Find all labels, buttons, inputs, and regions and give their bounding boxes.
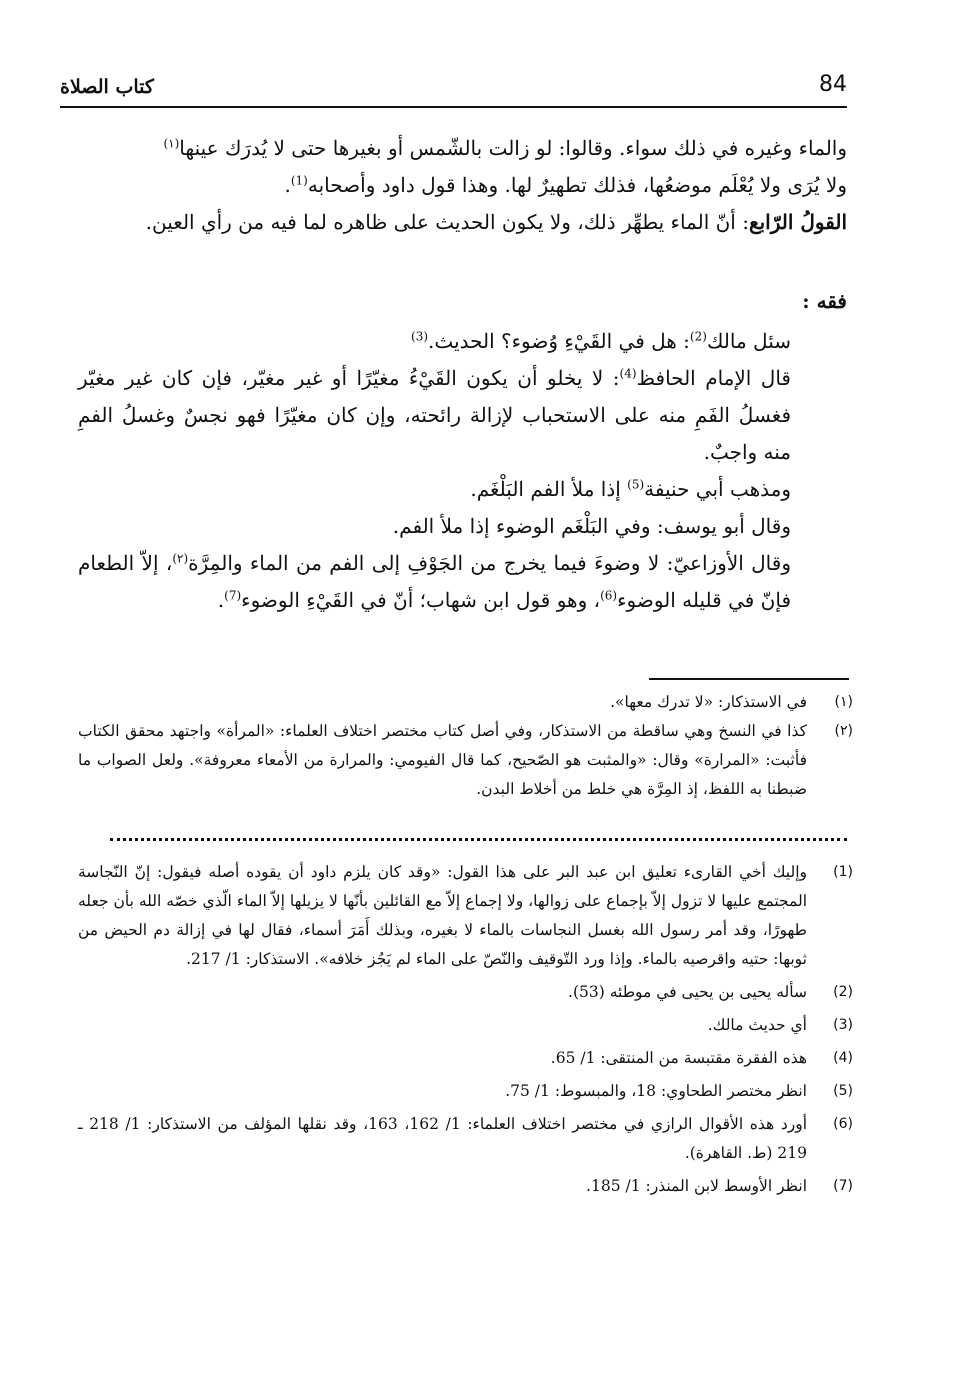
footnote-ref: (4) [619, 366, 637, 381]
opinion-heading: القولُ الرّابع [748, 210, 847, 234]
footnotes-editor [78, 688, 853, 804]
footnote-text: سأله يحيى بن يحيى في موطئه (53). [568, 983, 807, 1001]
footnote-number: (٢) [834, 723, 853, 739]
footnote [78, 1044, 853, 1073]
footnote-ref: (2) [689, 329, 707, 344]
footnote-ref: (5) [627, 477, 645, 492]
footnote-ref: (7) [224, 588, 242, 603]
text-paragraph: وقال الأوزاعيّ: لا وضوءَ فيما يخرج من الجَوْفِ إلى الفم من الماء والمِرَّة$^{(٢)}$، إلاّ الطعام فإنّ في قليله الوضوء$^{(6)}$، وهو قول ابن شهاب؛ أنّ في القَيْءِ الوضوء$^{(7)}$. [78, 551, 791, 612]
dotted-separator [110, 838, 847, 841]
footnote [78, 717, 853, 804]
text-line: والماء وغيره في ذلك سواء. وقالوا: لو زالت بالشّمس أو بغيرها حتى لا يُدرَك عينها$^{(١)}$ [163, 136, 847, 160]
text-line: ومذهب أبي حنيفة$^{(5)}$ إذا ملأ الفم البَلْغَم. [470, 477, 791, 501]
footnote [78, 1077, 853, 1106]
footnote-ref: (6) [600, 588, 618, 603]
footnote-separator [649, 678, 849, 680]
text-paragraph: قال الإمام الحافظ$^{(4)}$: لا يخلو أن يكون القَيْءُ مغيّرًا أو غير مغيّر، فإن كان غير مغيّر فغسلُ الفَمِ منه على الاستحباب لإزالة رائحته، وإن كان مغيّرًا فهو نجسٌ وغسلُ الفمِ منه واجبٌ. [78, 366, 791, 464]
footnote [78, 978, 853, 1007]
footnote-text: كذا في النسخ وهي ساقطة من الاستذكار، وفي أصل كتاب مختصر اختلاف العلماء: «المرأة» واجتهد محقق الكتاب فأثبت: «المرارة» وقال: «والمثبت هو الصّحيح، كما قال الفيومي: والمرارة من الأمعاء معروفة». ولعل الصواب ما ضبطنا به اللفظ، إذ المِرَّة هي خلط من أخلاط البدن. [78, 722, 807, 798]
header-rule [60, 106, 847, 108]
fourth-opinion-line: القولُ الرّابع: أنّ الماء يطهِّر ذلك، ولا يكون الحديث على ظاهره لما فيه من رأي العين. [145, 210, 847, 234]
footnote [78, 688, 853, 717]
footnote [78, 1011, 853, 1040]
main-paragraph-1 [78, 130, 847, 241]
section-heading-fiqh: فقه : [802, 289, 847, 313]
footnote-number: (1) [833, 864, 853, 880]
footnote-number: (4) [833, 1050, 853, 1066]
footnote-text: انظر الأوسط لابن المنذر: 1/ 185. [586, 1177, 807, 1195]
footnote-text: في الاستذكار: «لا تدرك معها». [610, 693, 807, 711]
footnote-number: (3) [833, 1017, 853, 1033]
footnote [78, 858, 853, 974]
footnote-text: وإليك أخي القارىء تعليق ابن عبد البر على هذا القول: «وقد كان يلزم داود أن يقوده أصله فيقول: إنّ النّجاسة المجتمع عليها لا تزول إلاّ بإجماع على زوالها، ولا إجماع إلاّ مع القائلين بأنّها لا يزيلها إلاّ الماء الّذي خصّه الله بأن جعله طهورًا، وقد أمر رسول الله بغسل النجاسات بالماء لا بغيره، وبذلك أَمَرَ أسماء، فقال لها في إزالة دم الحيض من ثوبها: حتيه واقرصيه بالماء. وإذا ورد التّوقيف والنّصّ على الماء لم يَجُز خلافه». الاستذكار: 1/ 217. [78, 863, 807, 968]
footnote [78, 1172, 853, 1201]
footnote [78, 1110, 853, 1168]
footnote-text: هذه الفقرة مقتبسة من المنتقى: 1/ 65. [550, 1049, 807, 1067]
text-line: سئل مالك$^{(2)}$: هل في القَيْءِ وُضوء؟ الحديث.$^{(3)}$ [411, 329, 791, 353]
footnote-number: (5) [833, 1083, 853, 1099]
footnote-ref: (3) [411, 329, 429, 344]
text-line: ولا يُرَى ولا يُعْلَم موضعُها، فذلك تطهيرٌ لها. وهذا قول داود وأصحابه$^{(1)}$. [284, 173, 847, 197]
footnotes-author [78, 858, 853, 1201]
footnote-text: أورد هذه الأقوال الرازي في مختصر اختلاف العلماء: 1/ 162، 163، وقد نقلها المؤلف من الاستذكار: 1/ 218 ـ 219 (ط. القاهرة). [78, 1115, 808, 1162]
footnote-text: أي حديث مالك. [707, 1016, 807, 1034]
footnote-number: (7) [833, 1178, 853, 1194]
page-number: 84 [819, 72, 847, 97]
footnote-ref: (١) [163, 136, 180, 151]
page-header [60, 72, 847, 104]
footnote-text: انظر مختصر الطحاوي: 18، والمبسوط: 1/ 75. [505, 1082, 807, 1100]
footnote-ref: (1) [290, 173, 308, 188]
footnote-ref: (٢) [172, 551, 189, 566]
footnote-number: (١) [834, 694, 853, 710]
footnote-number: (2) [833, 984, 853, 1000]
running-title: كتاب الصلاة [60, 76, 154, 98]
footnote-number: (6) [833, 1116, 853, 1132]
main-paragraph-2 [78, 323, 847, 619]
text-line: وقال أبو يوسف: وفي البَلْغَم الوضوء إذا ملأ الفم. [392, 514, 791, 538]
